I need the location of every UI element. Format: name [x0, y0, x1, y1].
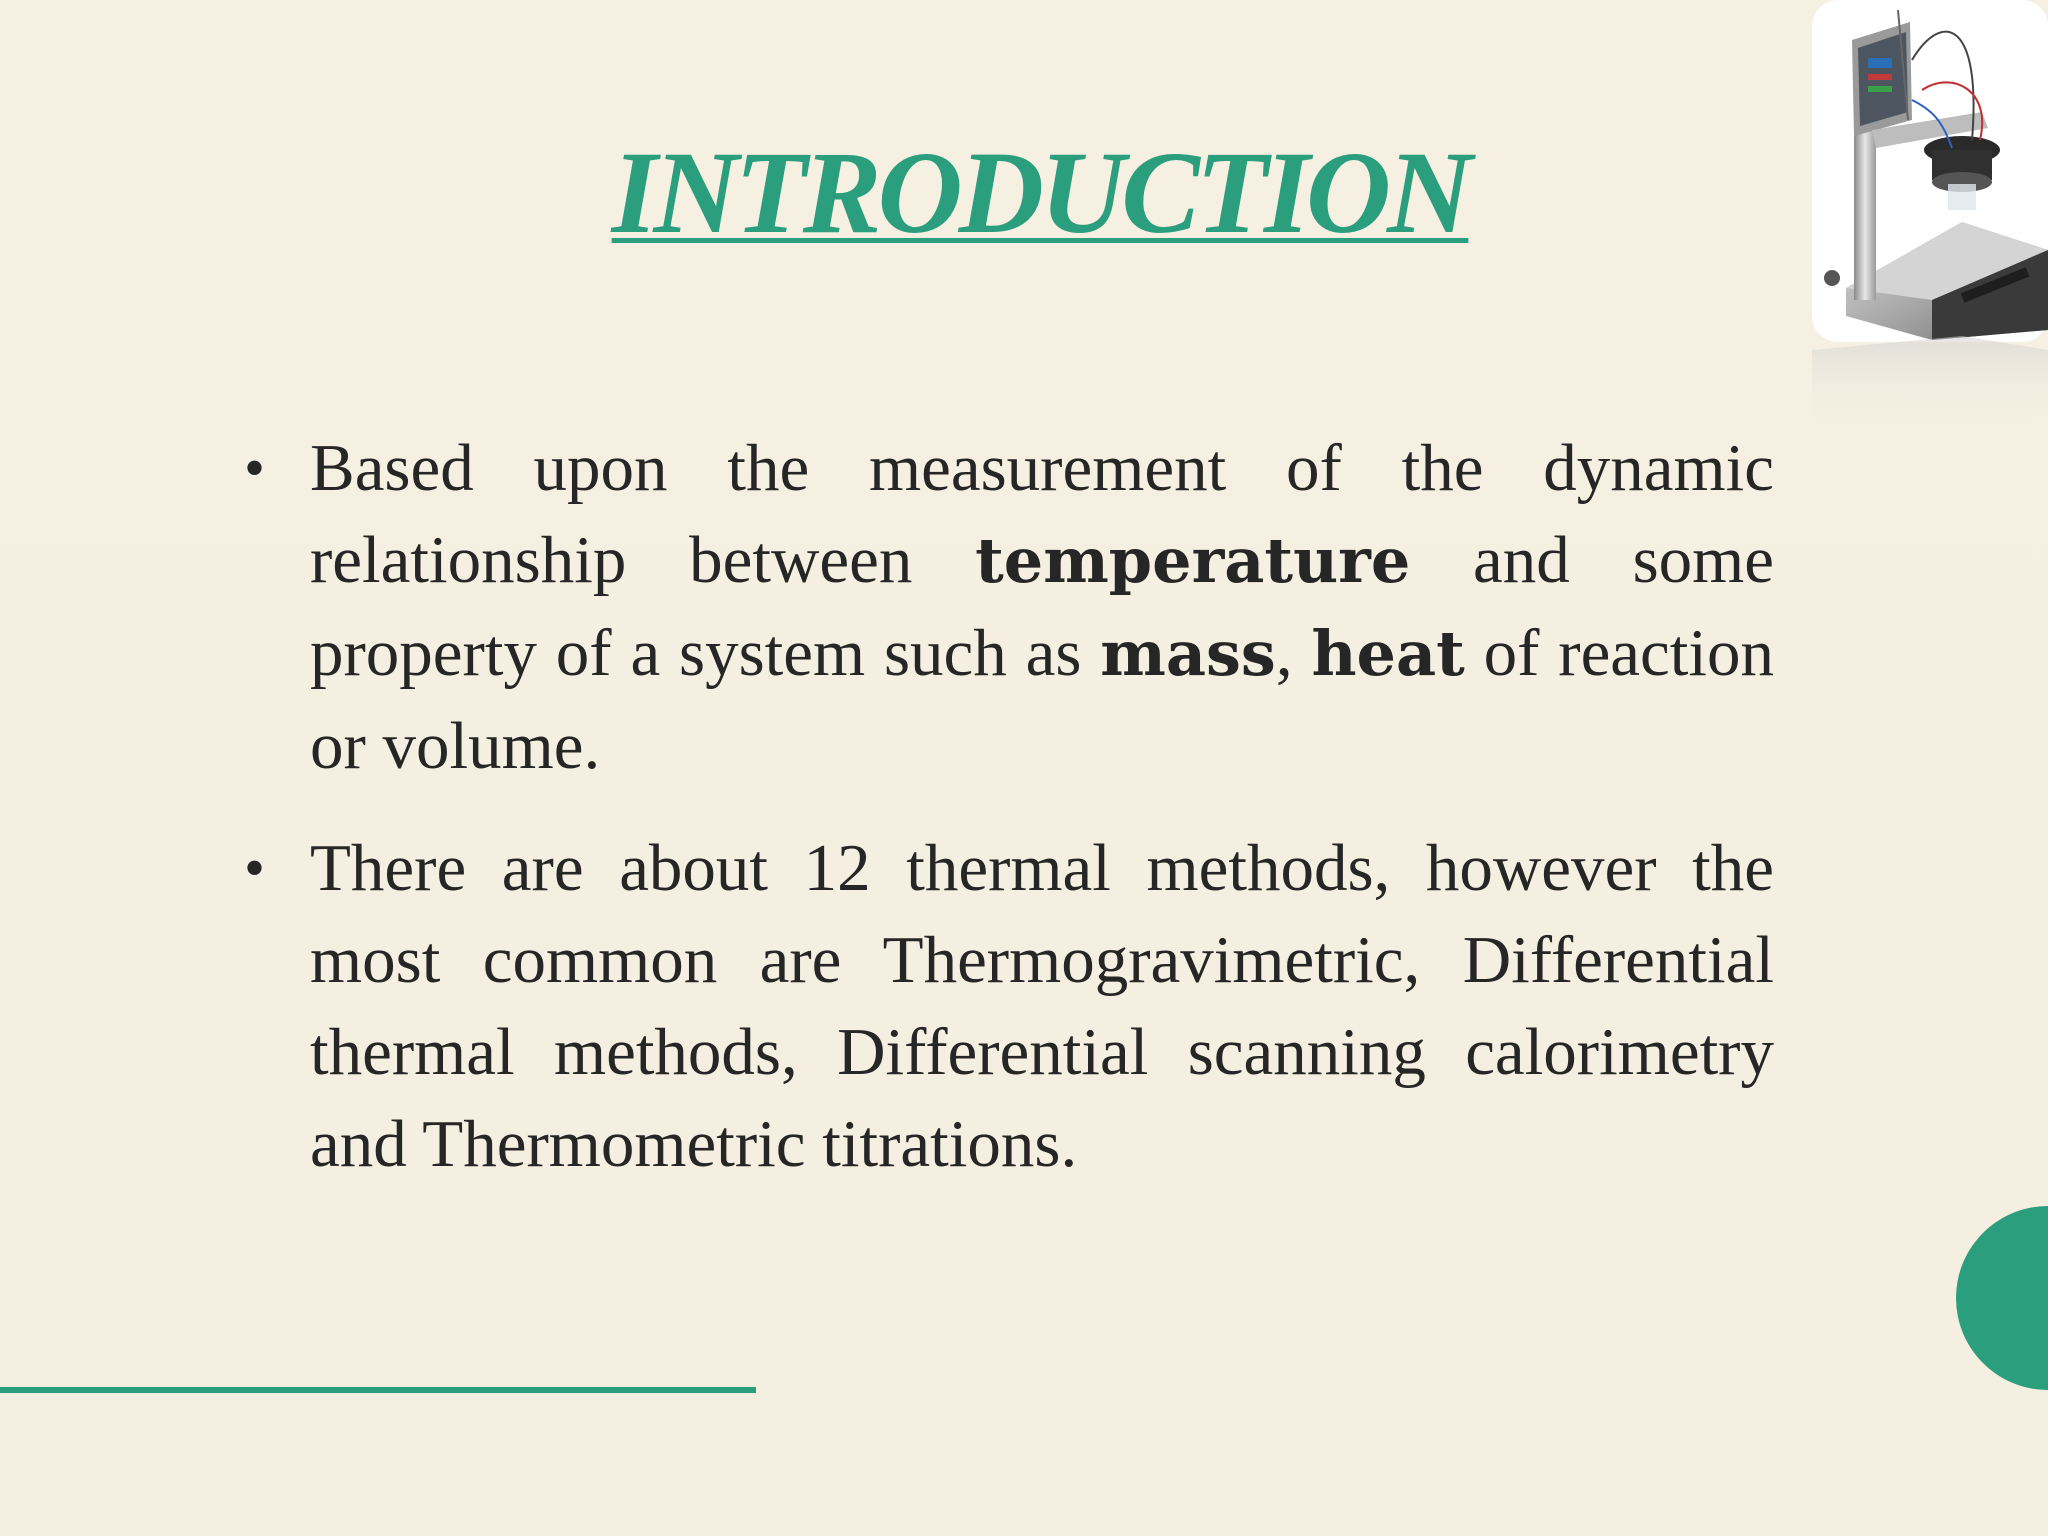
bullet-marker: •: [244, 835, 266, 901]
bullet-text: Based upon the measurement of the dynamic relationship between: [310, 431, 1774, 597]
bullet-text: of reaction or volume.: [310, 616, 1775, 783]
decorative-line: [0, 1387, 756, 1393]
slide-title: INTRODUCTION: [611, 127, 1469, 258]
bullet-text: ,: [1275, 616, 1312, 690]
bullet-marker: •: [244, 435, 266, 501]
bullet-text: and some property of a system such as: [310, 523, 1774, 690]
thermal-analyzer-image: [1812, 0, 2048, 430]
bullet-highlight-mass: mass: [1100, 617, 1276, 690]
decorative-circle: [1956, 1206, 2048, 1390]
bullet-highlight-heat: heat: [1311, 617, 1465, 690]
bullet-text: There are about 12 thermal methods, however the most common are Thermogravimetric, Differential thermal methods, Differential scanning calorimetry and Thermometric titrations.: [310, 831, 1774, 1181]
bullet-list: [244, 422, 1774, 1220]
bullet-item: [244, 822, 1774, 1190]
bullet-item: [244, 422, 1774, 792]
bullet-highlight-temperature: temperature: [975, 524, 1411, 597]
